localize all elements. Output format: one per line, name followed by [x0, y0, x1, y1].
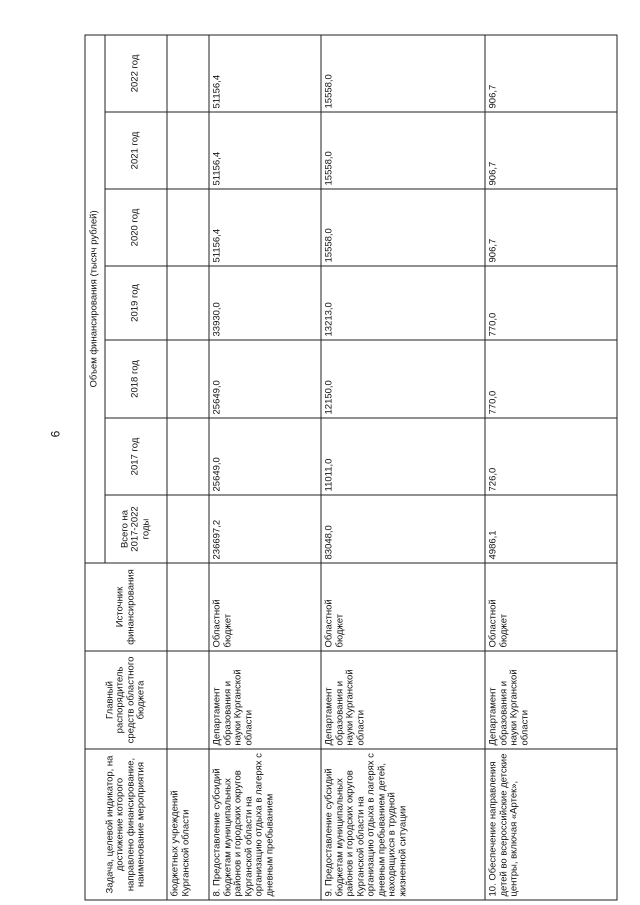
- row-source: Областной бюджет: [209, 563, 321, 651]
- row-value-2017: 25649,0: [209, 418, 321, 495]
- row-value-2020: [167, 189, 209, 266]
- header-volume: Объем финансирования (тысяч рублей): [85, 35, 105, 563]
- row-value-2019: [167, 266, 209, 340]
- header-year-2020: 2020 год: [105, 189, 167, 266]
- row-total: 83048,0: [321, 495, 485, 563]
- row-manager: Департамент образования и науки Курганской области: [485, 651, 617, 749]
- row-value-2018: 12150,0: [321, 340, 485, 418]
- row-task: 9. Предоставление субсидий бюджетам муниципальных районов и городских округов Курганской области на организацию отдыха в лагерях с дневным пребыванием детей, находящихся в трудной жизненной ситуации: [321, 749, 485, 900]
- row-total: 236697,2: [209, 495, 321, 563]
- row-value-2022: 51156,4: [209, 35, 321, 112]
- row-value-2022: [167, 35, 209, 112]
- row-value-2019: 770,0: [485, 266, 617, 340]
- header-year-2021: 2021 год: [105, 112, 167, 189]
- row-source: [167, 563, 209, 651]
- header-manager: Главный распорядитель средств областного бюджета: [85, 651, 167, 749]
- row-task: 8. Предоставление субсидий бюджетам муниципальных районов и городских округов Курганской области на организацию отдыха в лагерях с дневным пребыванием: [209, 749, 321, 900]
- header-year-2022: 2022 год: [105, 35, 167, 112]
- row-value-2017: [167, 418, 209, 495]
- table-row: [485, 35, 617, 900]
- row-value-2022: 15558,0: [321, 35, 485, 112]
- row-value-2017: 726,0: [485, 418, 617, 495]
- header-year-2017: 2017 год: [105, 418, 167, 495]
- header-task: Задача, целевой индикатор, на достижение которого направлено финансирование, наименование мероприятия: [85, 749, 167, 900]
- page-number: 6: [48, 430, 63, 438]
- row-value-2021: 906,7: [485, 112, 617, 189]
- row-value-2021: 15558,0: [321, 112, 485, 189]
- row-manager: [167, 651, 209, 749]
- row-manager: Департамент образования и науки Курганской области: [209, 651, 321, 749]
- table-row: [167, 35, 209, 900]
- header-year-2019: 2019 год: [105, 266, 167, 340]
- row-value-2021: 51156,4: [209, 112, 321, 189]
- row-value-2020: 15558,0: [321, 189, 485, 266]
- table-row: [321, 35, 485, 900]
- row-value-2019: 33930,0: [209, 266, 321, 340]
- row-source: Областной бюджет: [321, 563, 485, 651]
- header-year-2018: 2018 год: [105, 340, 167, 418]
- row-value-2017: 11011,0: [321, 418, 485, 495]
- row-value-2020: 51156,4: [209, 189, 321, 266]
- row-value-2021: [167, 112, 209, 189]
- row-total: 4986,1: [485, 495, 617, 563]
- row-source: Областной бюджет: [485, 563, 617, 651]
- row-value-2018: [167, 340, 209, 418]
- row-task: 10. Обеспечение направления детей во всероссийские детские центры, включая «Артек»,: [485, 749, 617, 900]
- row-value-2022: 906,7: [485, 35, 617, 112]
- row-value-2019: 13213,0: [321, 266, 485, 340]
- financing-table: [85, 34, 618, 900]
- row-task: бюджетных учреждений Курганской области: [167, 749, 209, 900]
- header-source: Источник финансирования: [85, 563, 167, 651]
- row-manager: Департамент образования и науки Курганской области: [321, 651, 485, 749]
- row-value-2018: 770,0: [485, 340, 617, 418]
- rotated-table-container: [85, 36, 617, 901]
- row-total: [167, 495, 209, 563]
- row-value-2020: 906,7: [485, 189, 617, 266]
- header-total: Всего на 2017-2022 годы: [105, 495, 167, 563]
- row-value-2018: 25649,0: [209, 340, 321, 418]
- table-row: [209, 35, 321, 900]
